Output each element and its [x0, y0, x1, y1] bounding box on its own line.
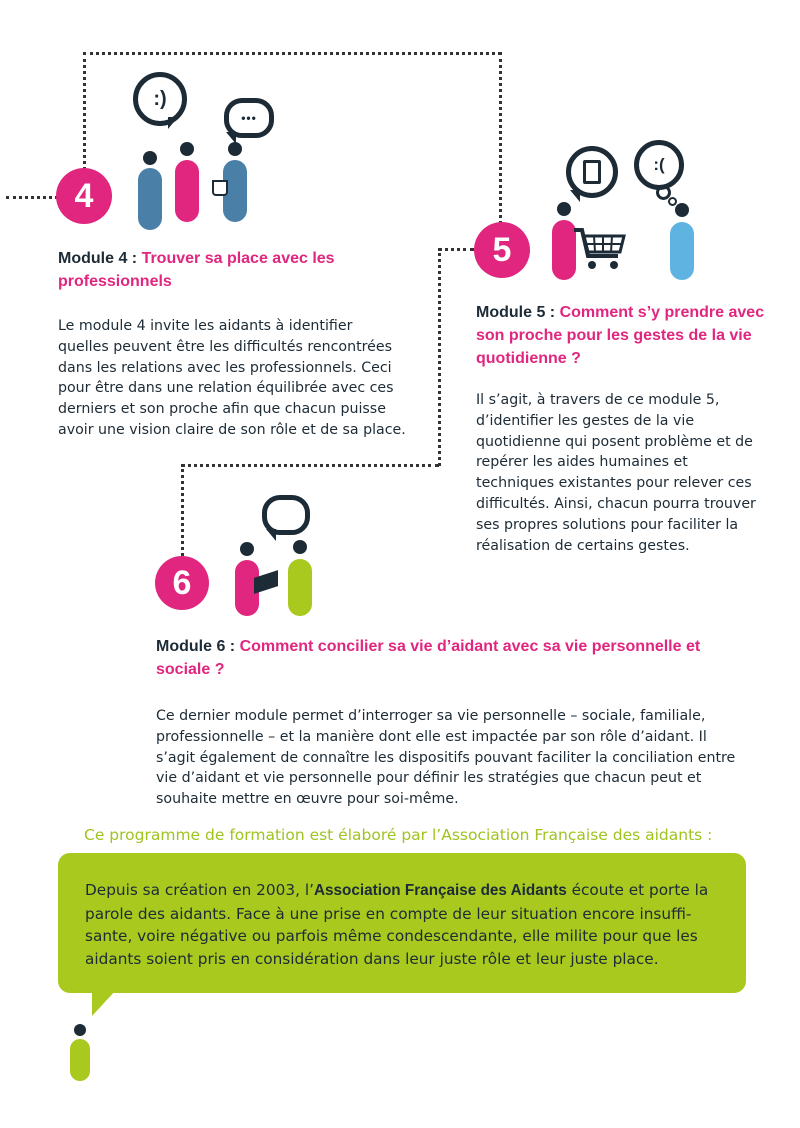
person-head — [143, 151, 157, 165]
person-head — [675, 203, 689, 217]
module-6-label: Module 6 : — [156, 638, 240, 655]
association-box — [58, 853, 746, 993]
person-icon — [70, 1039, 90, 1081]
module-4-title — [58, 247, 388, 293]
association-name: Association Française des Aidants — [313, 882, 567, 899]
person-head — [240, 542, 254, 556]
association-text — [85, 879, 725, 970]
module-5-heading: Comment s’y prendre avec son proche pour les gestes de la vie quotidienne ? — [476, 304, 765, 367]
module-4-text: Le module 4 invite les aidants à identifier quelles peuvent être les difficultés rencontrées dans les relations avec les professionnels. Ceci pour être dans une relation équilibrée avec ces derniers et son proche afin que chacun puisse avoir une vision claire de son rôle et de sa place. — [58, 318, 406, 438]
person-icon — [175, 160, 199, 222]
connector-line — [181, 464, 439, 467]
module-4-label: Module 4 : — [58, 250, 142, 267]
person-head — [557, 202, 571, 216]
connector-line — [83, 52, 501, 55]
connector-line — [181, 464, 184, 556]
speech-bubble-icon: :) — [133, 72, 187, 126]
person-head — [228, 142, 242, 156]
association-box-tail — [92, 990, 116, 1016]
association-text-before: Depuis sa création en 2003, l’ — [85, 881, 314, 899]
connector-line — [438, 248, 474, 251]
program-intro: Ce programme de formation est élaboré par l’Association Française des aidants : — [84, 826, 713, 844]
person-head — [74, 1024, 86, 1036]
shopping-cart-icon — [572, 226, 628, 272]
module-6-title — [156, 635, 746, 681]
speech-bubble-tail-icon — [168, 117, 178, 129]
connector-line — [438, 248, 441, 466]
module-5-title — [476, 301, 772, 370]
module-4-number: 4 — [56, 168, 112, 224]
association-text-after: écoute et porte la parole des aidants. Face à une prise en compte de leur situation encore insuffi-sante, voire négative ou parfois même condescendante, elle milite pour que les aidants soient pris en considération dans leur juste rôle et leur juste place. — [85, 881, 709, 968]
module-4-heading: Trouver sa place avec les professionnels — [58, 250, 335, 290]
module-6-number: 6 — [155, 556, 209, 610]
speech-bubble-tail-icon — [570, 190, 580, 202]
speech-bubble-tail-icon — [266, 529, 276, 541]
module-5-text: Il s’agit, à travers de ce module 5, d’identifier les gestes de la vie quotidienne qui posent problème et de repérer les aides humaines et techniques existantes pour relever ces difficultés. Ainsi, chacun pourra trouver ses propres solutions pour faciliter la réalisation de certains gestes. — [476, 392, 756, 554]
thought-bubble-icon: :( — [634, 140, 684, 190]
person-icon — [670, 222, 694, 280]
person-icon — [138, 168, 162, 230]
module-5-label: Module 5 : — [476, 304, 560, 321]
connector-line — [83, 52, 86, 170]
cup-icon — [212, 180, 228, 196]
module-6-heading: Comment concilier sa vie d’aidant avec sa vie personnelle et sociale ? — [156, 638, 701, 678]
connector-line — [499, 52, 502, 224]
person-icon — [288, 559, 312, 616]
speech-bubble-icon: ••• — [224, 98, 274, 138]
person-head — [180, 142, 194, 156]
phone-icon — [583, 160, 601, 184]
module-5-number: 5 — [474, 222, 530, 278]
connector-line — [6, 196, 58, 199]
module-6-text: Ce dernier module permet d’interroger sa vie personnelle – sociale, familiale, professionnelle – et la manière dont elle est impactée par son rôle d’aidant. Il s’agit également de connaître les dispositifs pouvant faciliter la conciliation entre vie d’aidant et vie personnelle pour définir les stratégies que chacun peut et souhaite mettre en œuvre pour soi-même. — [156, 708, 736, 808]
person-head — [293, 540, 307, 554]
